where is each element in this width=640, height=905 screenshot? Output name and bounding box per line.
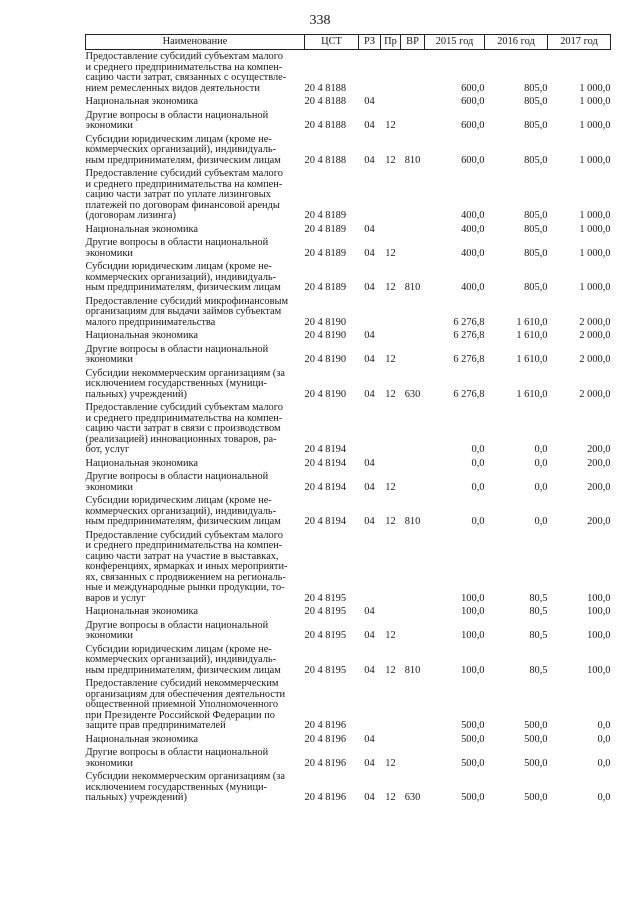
table-row: [86, 133, 611, 168]
row-2015: 100,0: [461, 630, 485, 641]
row-2017: 0,0: [597, 757, 611, 769]
row-cst: 20 4 8189: [304, 247, 347, 259]
table-body: [86, 50, 611, 805]
row-rz: 04: [364, 457, 375, 469]
table-row: [86, 746, 611, 770]
table-header: [86, 35, 611, 50]
row-vr: 810: [404, 154, 421, 166]
row-vr: 630: [404, 388, 421, 400]
row-cst: 20 4 8188: [304, 154, 347, 166]
row-cst: 20 4 8194: [304, 481, 347, 493]
row-2017: 200,0: [587, 481, 611, 493]
row-rz: 04: [364, 733, 375, 745]
row-cst: 20 4 8194: [304, 444, 347, 455]
header-2017: 2017 год: [548, 35, 611, 50]
row-rz: [359, 677, 381, 733]
row-pr: 12: [385, 630, 396, 641]
row-pr: 12: [385, 354, 396, 365]
header-pr: Пр: [381, 35, 401, 50]
row-name: Национальная экономика: [85, 606, 199, 617]
row-2016: 805,0: [524, 82, 548, 94]
row-2015: 400,0: [461, 282, 485, 293]
row-2017: 1 000,0: [579, 82, 611, 94]
row-vr: 810: [404, 516, 421, 527]
row-pr: [381, 50, 401, 96]
row-vr: [401, 733, 425, 747]
row-name: Национальная экономика: [85, 96, 199, 107]
row-2015: 6 276,8: [453, 316, 485, 328]
row-pr: [381, 167, 401, 223]
table-row: [86, 295, 611, 330]
row-rz: [359, 529, 381, 606]
row-2016: 0,0: [534, 457, 548, 469]
row-name: Предоставление субсидий некоммерческим организациям для обеспечения деятельности общественной приемной Уполномоченного при Президенте Российской Федерации по защите прав предпринимателей: [85, 678, 286, 731]
row-2016: 80,5: [529, 664, 548, 676]
row-name: Другие вопросы в области национальной экономики: [85, 343, 269, 365]
row-2016: 1 610,0: [516, 316, 548, 328]
row-name: Другие вопросы в области национальной экономики: [85, 619, 269, 641]
row-2016: 80,5: [529, 630, 548, 641]
row-cst: 20 4 8188: [304, 82, 347, 94]
row-2016: 1 610,0: [516, 330, 548, 341]
row-2017: 100,0: [587, 630, 611, 641]
row-vr: 810: [404, 282, 421, 293]
row-2016: 805,0: [524, 120, 548, 131]
row-pr: [381, 733, 401, 747]
row-vr: [401, 605, 425, 619]
header-2015: 2015 год: [425, 35, 485, 50]
row-pr: [381, 457, 401, 471]
row-2015: 500,0: [461, 757, 485, 769]
row-2017: 0,0: [597, 720, 611, 731]
table-row: [86, 109, 611, 133]
row-2017: 1 000,0: [579, 223, 611, 235]
row-2016: 1 610,0: [516, 354, 548, 365]
row-cst: 20 4 8196: [304, 733, 347, 745]
row-vr: [401, 343, 425, 367]
row-name: Субсидии юридическим лицам (кроме не- коммерческих организаций), индивидуаль- ным предпринимателям, физическим лицам: [85, 643, 281, 676]
row-2016: 500,0: [524, 792, 548, 803]
row-2017: 100,0: [587, 664, 611, 676]
row-2015: 500,0: [461, 720, 485, 731]
row-vr: [401, 295, 425, 330]
budget-table: [85, 34, 611, 805]
row-rz: [359, 167, 381, 223]
row-2017: 200,0: [587, 457, 611, 469]
row-2016: 80,5: [529, 606, 548, 617]
row-2015: 600,0: [461, 96, 485, 107]
row-2016: 500,0: [524, 757, 548, 769]
row-2015: 6 276,8: [453, 330, 485, 341]
row-name: Субсидии юридическим лицам (кроме не- коммерческих организаций), индивидуаль- ным предпринимателям, физическим лицам: [85, 133, 281, 166]
row-name: Предоставление субсидий субъектам малого и среднего предпринимательства на компен- сацию части затрат по уплате лизинговых платежей по договорам финансовой аренды (договорам лизинга): [85, 168, 283, 221]
table-row: [86, 770, 611, 805]
row-vr: 810: [404, 664, 421, 676]
row-rz: 04: [364, 757, 375, 769]
row-2017: 2 000,0: [579, 388, 611, 400]
row-cst: 20 4 8195: [304, 606, 347, 617]
row-name: Субсидии юридическим лицам (кроме не- коммерческих организаций), индивидуаль- ным предпринимателям, физическим лицам: [85, 495, 281, 527]
row-2016: 805,0: [524, 223, 548, 235]
table-row: [86, 223, 611, 237]
table-row: [86, 236, 611, 260]
row-pr: 12: [385, 388, 396, 400]
table-row: [86, 643, 611, 678]
row-name: Предоставление субсидий микрофинансовым организациям для выдачи займов субъектам малого предпринимательства: [85, 295, 289, 328]
row-cst: 20 4 8189: [304, 210, 347, 221]
table-row: [86, 457, 611, 471]
row-rz: 04: [364, 630, 375, 641]
row-2015: 0,0: [471, 444, 485, 455]
row-pr: 12: [385, 757, 396, 769]
row-2015: 400,0: [461, 247, 485, 259]
row-2016: 0,0: [534, 516, 548, 527]
row-2015: 100,0: [461, 664, 485, 676]
row-2017: 0,0: [597, 792, 611, 803]
row-vr: 630: [404, 792, 421, 803]
row-name: Субсидии некоммерческим организациям (за исключением государственных (муници- пальных) учреждений): [85, 367, 285, 400]
row-2016: 500,0: [524, 733, 548, 745]
row-name: Другие вопросы в области национальной экономики: [85, 109, 269, 131]
row-rz: 04: [364, 247, 375, 259]
row-vr: [401, 109, 425, 133]
table-row: [86, 605, 611, 619]
row-2015: 6 276,8: [453, 354, 485, 365]
row-name: Предоставление субсидий субъектам малого и среднего предпринимательства на компен- сацию части затрат на участие в выставках, конференциях, ярмарках и иных мероприяти- ях, связанных с продвижением на региональ- ные и международные рынки продукции, то- варов и услуг: [85, 529, 288, 604]
row-cst: 20 4 8190: [304, 388, 347, 400]
row-2015: 0,0: [471, 457, 485, 469]
row-rz: 04: [364, 282, 375, 293]
row-vr: [401, 95, 425, 109]
row-2015: 400,0: [461, 210, 485, 221]
row-2016: 500,0: [524, 720, 548, 731]
row-pr: [381, 295, 401, 330]
table-row: [86, 343, 611, 367]
row-rz: [359, 401, 381, 457]
row-2015: 600,0: [461, 154, 485, 166]
row-pr: 12: [385, 282, 396, 293]
row-2015: 100,0: [461, 592, 485, 604]
row-cst: 20 4 8190: [304, 330, 347, 341]
row-vr: [401, 457, 425, 471]
row-rz: 04: [364, 664, 375, 676]
row-2017: 2 000,0: [579, 354, 611, 365]
table-row: [86, 329, 611, 343]
row-pr: 12: [385, 154, 396, 166]
row-rz: 04: [364, 388, 375, 400]
row-pr: [381, 329, 401, 343]
table-row: [86, 260, 611, 295]
row-name: Предоставление субсидий субъектам малого и среднего предпринимательства на компен- сацию части затрат, связанных с осуществле- нием ремесленных видов деятельности: [85, 51, 287, 94]
row-2017: 100,0: [587, 592, 611, 604]
row-rz: 04: [364, 516, 375, 527]
row-vr: [401, 746, 425, 770]
row-2015: 600,0: [461, 82, 485, 94]
row-2017: 200,0: [587, 444, 611, 455]
row-pr: 12: [385, 664, 396, 676]
row-cst: 20 4 8188: [304, 120, 347, 131]
row-rz: 04: [364, 120, 375, 131]
row-2017: 1 000,0: [579, 154, 611, 166]
row-rz: 04: [364, 223, 375, 235]
row-name: Национальная экономика: [85, 733, 199, 745]
row-2016: 0,0: [534, 481, 548, 493]
row-cst: 20 4 8189: [304, 282, 347, 293]
row-vr: [401, 677, 425, 733]
row-vr: [401, 329, 425, 343]
row-2017: 200,0: [587, 516, 611, 527]
row-vr: [401, 167, 425, 223]
row-name: Другие вопросы в области национальной экономики: [85, 471, 269, 493]
row-2016: 805,0: [524, 154, 548, 166]
row-2015: 0,0: [471, 516, 485, 527]
row-pr: 12: [385, 516, 396, 527]
row-vr: [401, 619, 425, 643]
row-rz: 04: [364, 154, 375, 166]
table-row: [86, 95, 611, 109]
row-2017: 100,0: [587, 606, 611, 617]
table-row: [86, 401, 611, 457]
row-rz: 04: [364, 330, 375, 341]
row-2016: 805,0: [524, 210, 548, 221]
header-vr: ВР: [401, 35, 425, 50]
row-cst: 20 4 8190: [304, 316, 347, 328]
table-row: [86, 733, 611, 747]
row-cst: 20 4 8188: [304, 96, 347, 107]
row-cst: 20 4 8194: [304, 516, 347, 527]
row-cst: 20 4 8196: [304, 792, 347, 803]
table-row: [86, 677, 611, 733]
row-2015: 6 276,8: [453, 388, 485, 400]
row-2017: 1 000,0: [579, 247, 611, 259]
row-2017: 0,0: [597, 733, 611, 745]
row-cst: 20 4 8189: [304, 223, 347, 235]
row-2017: 1 000,0: [579, 120, 611, 131]
row-2016: 805,0: [524, 282, 548, 293]
table-row: [86, 50, 611, 96]
row-rz: 04: [364, 606, 375, 617]
row-cst: 20 4 8194: [304, 457, 347, 469]
row-name: Другие вопросы в области национальной экономики: [85, 237, 269, 259]
row-vr: [401, 529, 425, 606]
row-2017: 1 000,0: [579, 282, 611, 293]
row-pr: [381, 605, 401, 619]
row-2016: 80,5: [529, 592, 548, 604]
row-pr: 12: [385, 247, 396, 259]
row-name: Национальная экономика: [85, 330, 199, 341]
row-2015: 100,0: [461, 606, 485, 617]
row-vr: [401, 236, 425, 260]
row-2016: 805,0: [524, 96, 548, 107]
row-rz: [359, 295, 381, 330]
row-pr: [381, 223, 401, 237]
row-cst: 20 4 8196: [304, 757, 347, 769]
row-cst: 20 4 8196: [304, 720, 347, 731]
row-rz: 04: [364, 792, 375, 803]
row-pr: 12: [385, 481, 396, 493]
table-row: [86, 367, 611, 402]
row-cst: 20 4 8195: [304, 630, 347, 641]
row-2017: 1 000,0: [579, 210, 611, 221]
row-cst: 20 4 8195: [304, 664, 347, 676]
row-vr: [401, 470, 425, 494]
row-2016: 0,0: [534, 444, 548, 455]
table-row: [86, 167, 611, 223]
table-row: [86, 529, 611, 606]
row-name: Национальная экономика: [85, 223, 199, 235]
row-rz: 04: [364, 481, 375, 493]
row-cst: 20 4 8190: [304, 354, 347, 365]
row-rz: [359, 50, 381, 96]
row-2015: 500,0: [461, 792, 485, 803]
row-vr: [401, 223, 425, 237]
row-2017: 2 000,0: [579, 330, 611, 341]
row-pr: 12: [385, 792, 396, 803]
table-row: [86, 619, 611, 643]
row-pr: [381, 529, 401, 606]
row-2016: 1 610,0: [516, 388, 548, 400]
table-row: [86, 470, 611, 494]
row-2015: 600,0: [461, 120, 485, 131]
row-pr: [381, 95, 401, 109]
row-cst: 20 4 8195: [304, 592, 347, 604]
row-name: Субсидии некоммерческим организациям (за исключением государственных (муници- пальных) учреждений): [85, 771, 285, 803]
row-2016: 805,0: [524, 247, 548, 259]
table-row: [86, 494, 611, 529]
row-vr: [401, 50, 425, 96]
row-2017: 2 000,0: [579, 316, 611, 328]
row-pr: [381, 401, 401, 457]
row-pr: [381, 677, 401, 733]
row-name: Субсидии юридическим лицам (кроме не- коммерческих организаций), индивидуаль- ным предпринимателям, физическим лицам: [85, 261, 281, 293]
header-cst: ЦСТ: [305, 35, 359, 50]
row-rz: 04: [364, 354, 375, 365]
row-2015: 0,0: [471, 481, 485, 493]
row-vr: [401, 401, 425, 457]
row-name: Предоставление субсидий субъектам малого и среднего предпринимательства на компен- сацию части затрат в связи с производством (реализацией) инновационных товаров, ра- бот, услуг: [85, 402, 283, 455]
row-rz: 04: [364, 96, 375, 107]
header-rz: РЗ: [359, 35, 381, 50]
row-name: Другие вопросы в области национальной экономики: [85, 747, 269, 769]
header-name: Наименование: [86, 35, 305, 50]
row-pr: 12: [385, 120, 396, 131]
row-2017: 1 000,0: [579, 96, 611, 107]
row-2015: 500,0: [461, 733, 485, 745]
row-name: Национальная экономика: [85, 457, 199, 469]
page-number: 338: [309, 13, 331, 28]
header-2016: 2016 год: [485, 35, 548, 50]
row-2015: 400,0: [461, 223, 485, 235]
